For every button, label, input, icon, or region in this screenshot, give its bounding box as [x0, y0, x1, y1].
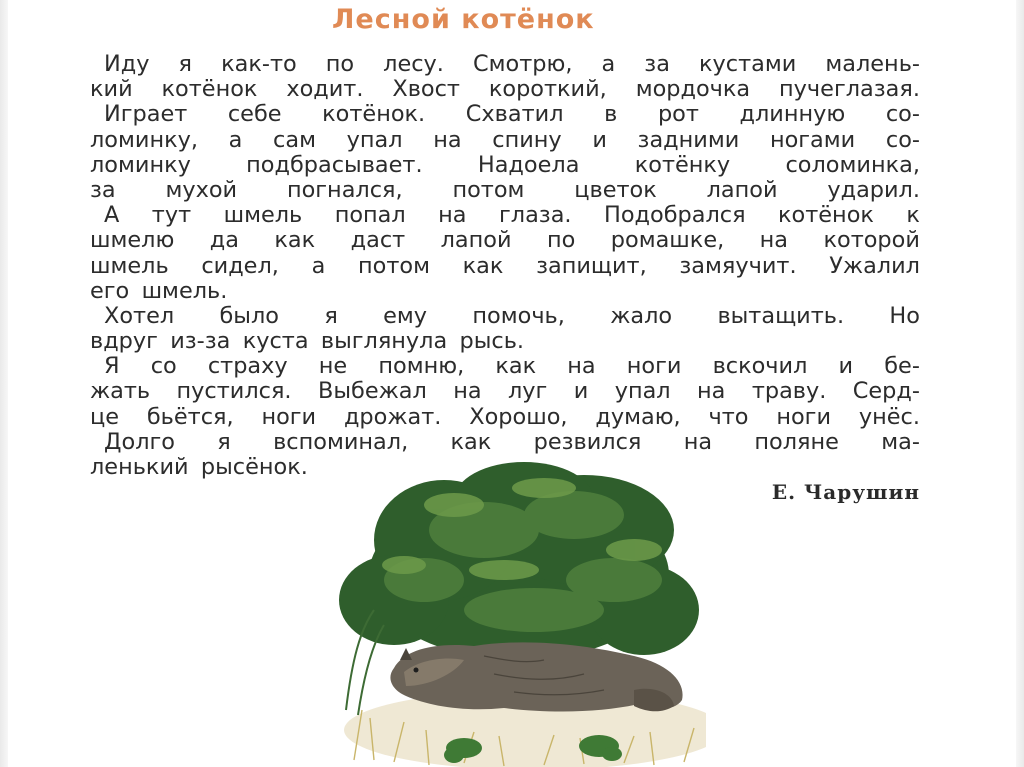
word: ему: [383, 302, 428, 329]
word: ноги: [261, 403, 317, 430]
word: шмель.: [141, 277, 228, 304]
word: ногами: [769, 126, 856, 153]
word: Ужалил: [829, 252, 920, 279]
word: а: [311, 252, 326, 279]
word: рысёнок.: [200, 454, 308, 480]
word: тут: [151, 202, 192, 229]
story-title: Лесной котёнок: [332, 4, 595, 35]
word: пучеглазая.: [779, 76, 920, 103]
text-line: [90, 203, 920, 228]
word: погнался,: [286, 176, 403, 203]
word: вскочил: [712, 353, 808, 380]
word: ромашке,: [610, 227, 725, 254]
word: даст: [350, 227, 406, 254]
word: в: [604, 101, 618, 128]
word: жать: [90, 378, 151, 405]
text-line: [90, 379, 920, 404]
text-line: [90, 228, 920, 253]
word: как: [495, 353, 537, 380]
word: сидел,: [201, 252, 279, 279]
word: подбрасывает.: [246, 151, 423, 178]
word: кий: [90, 76, 133, 103]
text-line: [90, 354, 920, 379]
word: лапой: [440, 227, 512, 254]
word: упал: [614, 378, 671, 405]
right-page-edge: [1016, 0, 1024, 767]
word: помню,: [378, 353, 465, 380]
word: длинную: [739, 101, 846, 128]
word: на: [433, 126, 462, 153]
word: Хорошо,: [469, 403, 568, 430]
text-line: [90, 329, 920, 354]
word: Выбежал: [317, 378, 427, 405]
word: на: [697, 378, 726, 405]
word: лесу.: [383, 51, 444, 77]
word: на: [453, 378, 482, 405]
word: потом: [452, 176, 525, 203]
word: шмель: [90, 252, 169, 279]
word: Серд-: [852, 378, 920, 405]
word: ленький: [90, 454, 189, 480]
word: бьётся,: [146, 403, 234, 430]
word: страху: [207, 353, 288, 380]
word: сам: [273, 126, 316, 153]
author-signature: Е. Чарушин: [771, 480, 920, 504]
word: потом: [357, 252, 430, 279]
word: поляне: [754, 428, 839, 455]
word: по: [325, 51, 355, 77]
text-line: [90, 52, 920, 77]
word: рот: [657, 101, 699, 128]
word: Надоела: [477, 151, 580, 178]
word: было: [219, 302, 279, 329]
word: короткий,: [488, 76, 607, 103]
text-line: [90, 304, 920, 329]
word: попал: [334, 202, 406, 229]
word: дрожат.: [343, 403, 442, 430]
word: запищит,: [536, 252, 647, 279]
story-text: [90, 52, 920, 480]
word: как: [274, 227, 316, 254]
left-page-edge: [0, 0, 8, 767]
word: малень-: [825, 51, 920, 77]
word: Я: [104, 353, 120, 380]
word: котёнок: [778, 202, 874, 229]
word: жало: [610, 302, 673, 329]
word: из-за: [170, 328, 231, 355]
word: ма-: [881, 428, 920, 455]
word: его: [90, 277, 130, 304]
word: вдруг: [90, 328, 158, 355]
text-line: [90, 430, 920, 455]
word: я: [178, 51, 193, 77]
text-line: [90, 153, 920, 178]
word: на: [759, 227, 789, 254]
word: Играет: [104, 101, 188, 128]
word: по: [547, 227, 576, 254]
word: да: [209, 227, 239, 254]
word: со-: [885, 101, 920, 128]
word: Схватил: [465, 101, 564, 128]
word: и: [573, 378, 589, 405]
word: кустами: [699, 51, 797, 77]
word: Подобрался: [604, 202, 746, 229]
word: ноги: [776, 403, 831, 430]
word: це: [90, 403, 120, 430]
word: резвился: [533, 428, 642, 455]
word: цветок: [574, 176, 657, 203]
word: ломинку,: [90, 126, 198, 153]
word: соломинка,: [785, 151, 920, 178]
word: а: [601, 51, 616, 77]
word: на: [438, 202, 467, 229]
word: которой: [823, 227, 920, 254]
word: как: [462, 252, 504, 279]
text-line: [90, 128, 920, 153]
text-line: [90, 102, 920, 127]
word: ударил.: [827, 176, 920, 203]
word: себе: [227, 101, 282, 128]
word: как: [450, 428, 492, 455]
forest-lynx-illustration: [334, 460, 706, 767]
word: за: [90, 176, 116, 203]
word: задними: [637, 126, 740, 153]
text-line: [90, 405, 920, 430]
text-line: [90, 178, 920, 203]
word: и: [592, 126, 607, 153]
word: лапой: [706, 176, 778, 203]
word: мордочка: [635, 76, 751, 103]
word: шмель: [223, 202, 303, 229]
word: за: [644, 51, 670, 77]
text-line: [90, 279, 920, 304]
text-line: [90, 77, 920, 102]
word: глаза.: [499, 202, 572, 229]
word: и: [838, 353, 854, 380]
word: я: [217, 428, 231, 455]
word: бе-: [884, 353, 920, 380]
word: унёс.: [858, 403, 920, 430]
word: ноги: [626, 353, 682, 380]
word: Иду: [104, 51, 150, 77]
word: помочь,: [472, 302, 565, 329]
word: луг: [507, 378, 548, 405]
word: пустился.: [176, 378, 292, 405]
word: Хвост: [392, 76, 460, 103]
word: А: [104, 202, 120, 229]
word: на: [567, 353, 596, 380]
word: не: [318, 353, 348, 380]
word: Хотел: [104, 302, 175, 329]
word: упал: [346, 126, 403, 153]
word: замяучит.: [679, 252, 797, 279]
word: мухой: [165, 176, 238, 203]
word: вытащить.: [717, 302, 845, 329]
word: я: [324, 302, 338, 329]
word: спину: [492, 126, 562, 153]
word: со-: [885, 126, 920, 153]
word: что: [708, 403, 749, 430]
word: думаю,: [595, 403, 681, 430]
word: котёнку: [634, 151, 731, 178]
word: куста: [242, 328, 309, 355]
word: Смотрю,: [472, 51, 573, 77]
word: траву.: [751, 378, 827, 405]
word: ходит.: [286, 76, 364, 103]
word: Долго: [104, 428, 175, 455]
word: котёнок: [161, 76, 258, 103]
word: котёнок.: [322, 101, 426, 128]
word: выглянула: [320, 328, 448, 355]
word: как-то: [221, 51, 297, 77]
word: рысь.: [459, 328, 525, 355]
word: на: [683, 428, 713, 455]
word: шмелю: [90, 227, 175, 254]
word: к: [906, 202, 920, 229]
word: со: [150, 353, 177, 380]
word: а: [228, 126, 243, 153]
word: Но: [889, 302, 920, 329]
word: ломинку: [90, 151, 191, 178]
text-line: [90, 254, 920, 279]
word: вспоминал,: [273, 428, 409, 455]
